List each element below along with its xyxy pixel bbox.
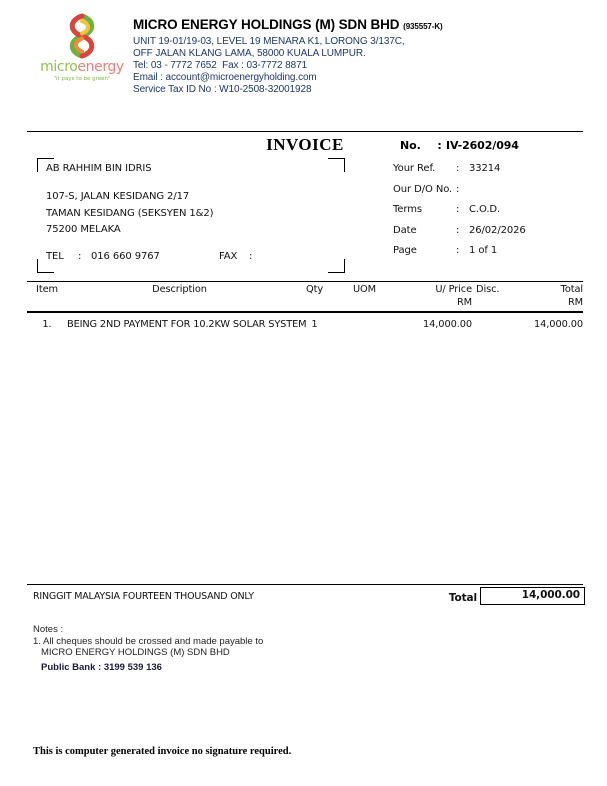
company-address-line-2: OFF JALAN KLANG LAMA, 58000 KUALA LUMPUR.: [133, 48, 366, 59]
your-ref-label: Your Ref.: [393, 163, 436, 174]
row-uom: [337, 319, 392, 332]
your-ref-value: 33214: [469, 163, 501, 174]
page-title: INVOICE: [266, 135, 344, 154]
line-items-table: [27, 281, 583, 332]
unit-price-currency: RM: [456, 296, 472, 308]
customer-name: AB RAHHIM BIN IDRIS: [46, 163, 152, 174]
footer-statement: This is computer generated invoice no signature required.: [33, 746, 292, 757]
col-header-uom: UOM: [352, 284, 377, 295]
terms-label: Terms: [393, 204, 422, 215]
summary-divider: [27, 584, 583, 585]
do-no-label: Our D/O No.: [393, 183, 453, 195]
company-header: [133, 17, 443, 96]
terms-value: C.O.D.: [469, 204, 501, 215]
customer-tel-fax-row: [46, 251, 336, 262]
table-row: [27, 319, 583, 332]
row-unit-price: 14,000.00: [423, 319, 472, 330]
brand-wordmark: [40, 60, 124, 74]
header-divider: [27, 131, 583, 132]
company-reg-no: (935557-K): [403, 22, 443, 31]
col-header-qty: Qty: [305, 284, 324, 295]
row-disc: [472, 319, 518, 332]
total-label: Total: [448, 592, 477, 604]
col-header-total: Total: [560, 284, 583, 295]
date-label: Date: [393, 224, 417, 236]
brand-energy: energy: [77, 59, 124, 75]
table-body: [27, 313, 583, 332]
notes-payee: MICRO ENERGY HOLDINGS (M) SDN BHD: [41, 647, 230, 658]
company-contact-line: Tel: 03 - 7772 7652 Fax : 03-7772 8871: [133, 60, 308, 71]
do-no-colon: :: [456, 183, 460, 195]
logo-strand-orange-icon: [76, 39, 82, 52]
invoice-number-value: IV-2602/094: [446, 139, 519, 152]
company-name: [133, 17, 443, 32]
row-item-no: 1.: [42, 319, 52, 330]
company-logo: [40, 13, 124, 82]
tel-value: 016 660 9767: [91, 251, 160, 262]
col-header-unit-price: U/ Price: [435, 284, 472, 295]
fax-value: [262, 251, 336, 262]
company-email-line: Email : account@microenergyholding.com: [133, 72, 317, 83]
row-qty: 1: [311, 319, 318, 330]
tel-label: TEL: [46, 251, 64, 262]
customer-address-line-3: 75200 MELAKA: [46, 224, 121, 235]
col-header-disc: Disc.: [476, 284, 500, 295]
brand-tagline: "it pays to be green": [53, 76, 111, 82]
invoice-number-label: No.: [400, 139, 421, 152]
notes-line-1: 1. All cheques should be crossed and made payable to: [33, 635, 264, 647]
invoice-number-colon: :: [437, 139, 442, 152]
company-address-block: [133, 36, 443, 96]
logo-icon: [62, 13, 102, 59]
customer-address-line-1: 107-S, JALAN KESIDANG 2/17: [46, 191, 190, 202]
fax-colon: :: [249, 251, 253, 262]
detail-row-do-no: [393, 183, 526, 196]
customer-box-corner-top-right: [328, 158, 345, 172]
invoice-number-row: [400, 139, 519, 152]
detail-row-date: [393, 224, 526, 237]
fax-label: FAX: [219, 251, 238, 262]
col-header-item: Item: [36, 284, 58, 295]
date-colon: :: [456, 224, 460, 236]
notes-heading: Notes :: [33, 624, 64, 635]
invoice-details: [393, 162, 526, 265]
date-value: 26/02/2026: [469, 224, 526, 236]
company-service-tax-line: Service Tax ID No : W10-2508-32001928: [133, 84, 312, 95]
customer-address: [46, 189, 213, 239]
page-value: 1 of 1: [469, 245, 498, 256]
notes-bank-account: Public Bank : 3199 539 136: [41, 661, 162, 673]
page-label: Page: [393, 245, 417, 256]
your-ref-colon: :: [456, 163, 460, 174]
customer-address-line-2: TAMAN KESIDANG (SEKSYEN 1&2): [46, 207, 214, 219]
col-header-description: Description: [152, 284, 207, 295]
company-name-text: MICRO ENERGY HOLDINGS (M) SDN BHD: [133, 17, 400, 32]
detail-row-your-ref: [393, 162, 526, 175]
detail-row-terms: [393, 203, 526, 216]
total-value-box: 14,000.00: [480, 587, 585, 605]
total-currency: RM: [567, 296, 583, 308]
tel-colon: :: [78, 251, 82, 262]
detail-row-page: [393, 244, 526, 257]
brand-micro: micro: [40, 59, 78, 75]
table-header-row: [27, 284, 583, 297]
amount-in-words: RINGGIT MALAYSIA FOURTEEN THOUSAND ONLY: [33, 591, 254, 602]
table-header: [27, 281, 583, 313]
page-colon: :: [456, 245, 460, 256]
row-total: 14,000.00: [534, 319, 583, 330]
logo-strand-yellow-icon: [82, 21, 88, 34]
table-header-currency-row: [27, 297, 583, 310]
company-address-line-1: UNIT 19-01/19-03, LEVEL 19 MENARA K1, LORONG 3/137C,: [133, 36, 405, 47]
terms-colon: :: [456, 204, 460, 215]
row-description: BEING 2ND PAYMENT FOR 10.2KW SOLAR SYSTEM: [67, 319, 307, 330]
notes-section: [33, 624, 263, 673]
